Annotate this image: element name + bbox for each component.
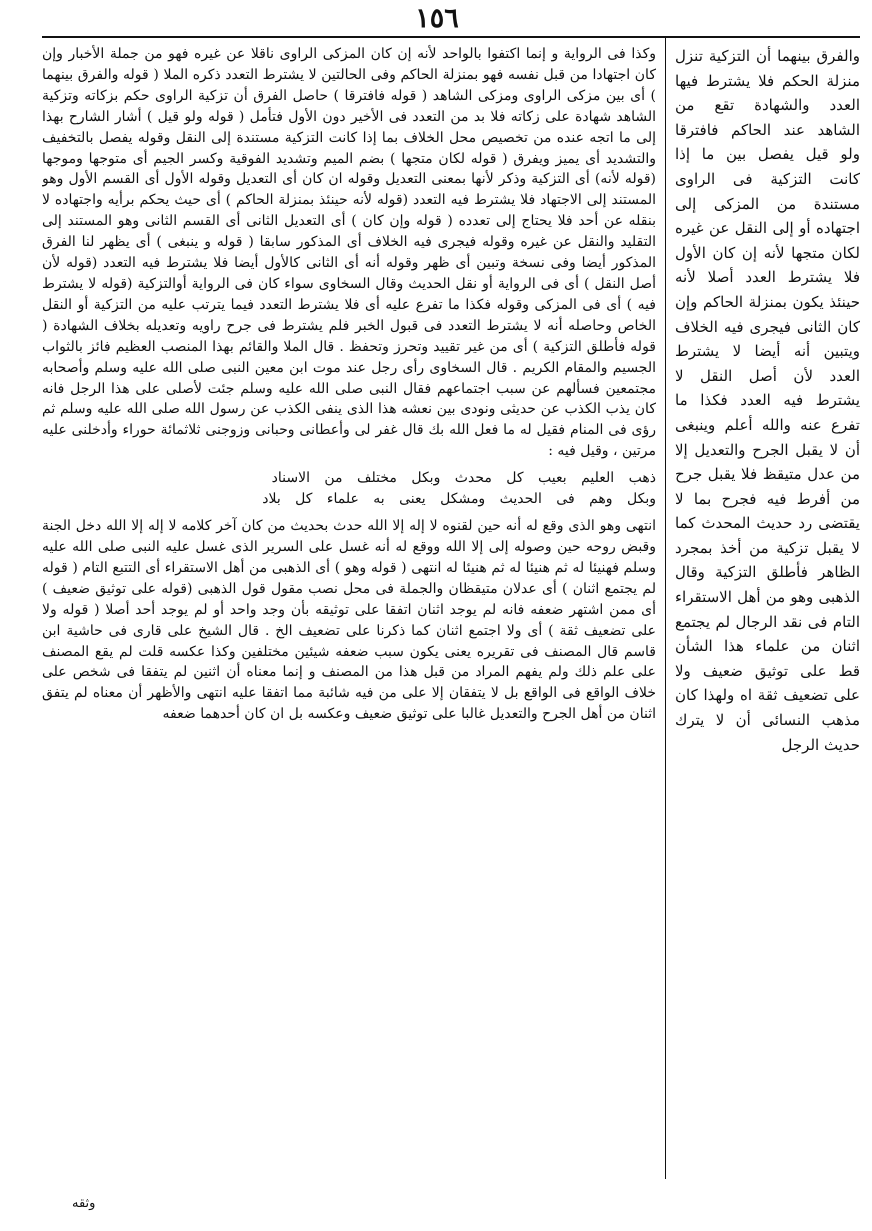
commentary-text-top: وكذا فى الرواية و إنما اكتفوا بالواحد لأنه إن كان المزكى الراوى ناقلا عن غيره فهو من جملة الأخبار وإن كان اجتهادا من قبل نفسه فهو بمنزلة الحاكم وفى الحالتين لا يشترط التعدد ذكره الملا ( قوله والفرق بينهما ) أى بين مزكى الراوى ومزكى الشاهد ( قوله فافترقا ) حاصل الفرق أن تزكية الراوى حكم بزكاته وتزكية الشاهد شهادة على زكاته فلا بد من التعدد فى الأخير دون الأول فتأمل ( قوله ولو قيل ) أشار الشارح بهذا إلى ما اتجه عنده من تخصيص محل الخلاف بما إذا كانت التزكية مستندة إلى النقل وقوله يفصل بالتخفيف والتشديد أى يميز ويفرق ( قوله لكان متجها ) بضم الميم وتشديد الفوقية وكسر الجيم أى متوجها وموجها (قوله لأنه) أى التزكية وذكر لأنها بمعنى التعديل وقوله ان كان أى التعديل وقوله الأول أى القسم الأول وهو المستند إلى الاجتهاد فلا يشترط فيه التعدد (قوله لأنه حينئذ بمنزلة الحاكم ) أى حيث يحكم برأيه واجتهاده لا بنقله عن أحد فلا يحتاج إلى تعدده ( قوله وإن كان ) أى التعديل الثانى أى القسم الثانى وهو المستند إلى التقليد والنقل عن غيره وقوله فيجرى فيه الخلاف أى المذكور سابقا ( قوله و ينبغى ) أى يظهر لنا الفرق المذكور أيضا وفى نسخة وتبين أى ظهر وقوله أنه أى الثانى كالأول أيضا فلا يشترط فيه التعدد (قوله لأن أصل النقل ) أى فى الرواية أو نقل الحديث وقال السخاوى سواء كان فى الرواية أوالتزكية (قوله لا يشترط فيه ) أى فى المزكى وقوله فكذا ما تفرع عليه أى فلا يشترط التعدد فيما يترتب عليه من التزكية أو النقل الخاص وحاصله أنه لا يشترط التعدد فى قبول الخبر فلم يشترط فى جرح راويه وتعديله بخلاف الشهادة ( قوله فأطلق التزكية ) أى من غير تقييد وتحرز وتحفظ . قال الملا والقائم بهذا المنصب العظيم فائز بالثواب الجسيم والمقام الكريم . قال السخاوى رأى رجل عند موت ابن معين النبى صلى الله عليه وسلم وأصحابه مجتمعين فسألهم عن سبب اجتماعهم فقال النبى صلى الله عليه وسلم جئت لأصلى على هذا الرجل فانه كان يذب الكذب عن حديثى ونودى بين نعشه هذا الذى ينفى الكذب عن رسول الله صلى الله عليه وسلم ثم رؤى فى المنام فقيل له ما فعل الله بك قال غفر لى وأعطانى وحبانى وزوجنى ثلاثمائة حوراء وأدخلنى عليه مرتين ، وقيل فيه : (42, 46, 656, 460)
base-text-column (675, 44, 860, 1184)
base-text: والفرق بينهما أن التزكية تنزل منزلة الحكم فلا يشترط فيها العدد والشهادة تقع من الشاهد عند الحاكم فافترقا ولو قيل يفصل بين ما إذا كانت التزكية فى الراوى مستندة من المزكى إلى اجتهاده أو إلى النقل عن غيره لكان متجها لأنه إن كان الأول فلا يشترط العدد أصلا لأنه حينئذ يكون بمنزلة الحاكم وإن كان الثانى فيجرى فيه الخلاف ويتبين أنه أيضا لا يشترط العدد لأن أصل النقل لا يشترط فيه العدد فكذا ما تفرع عنه والله أعلم وينبغى أن لا يقبل الجرح والتعديل إلا من عدل متيقظ فلا يقبل جرح من أفرط فيه فجرح بما لا يقتضى رد حديث المحدث كما لا يقبل تزكية من أخذ بمجرد الظاهر فأطلق التزكية وقال الذهبى وهو من أهل الاستقراء التام فى نقد الرجال لم يجتمع اثنان من علماء هذا الشأن قط على توثيق ضعيف ولا على تضعيف ثقة اه ولهذا كان مذهب النسائى أن لا يترك حديث الرجل (675, 47, 860, 754)
commentary-text-bottom: انتهى وهو الذى وقع له أنه حين لقنوه لا إله إلا الله حدث بحديث من كان آخر كلامه لا إله إلا الله دخل الجنة وقبض روحه حين وصوله إلى إلا الله ووقع له أنه غسل على السرير الذى غسل عليه النبى صلى الله عليه وسلم فهنيئا له ثم هنيئا له ثم هنيئا له انتهى ( قوله وهو ) أى الذهبى من أهل الاستقراء أى التتبع التام ( قوله لم يجتمع اثنان ) أى عدلان متيقظان والجملة فى محل نصب مقول قول الذهبى (قوله على توثيق ضعيف ) أى ممن اشتهر ضعفه فانه لم يوجد اثنان اتفقا على توثيقه بأن وجد واحد أو لم يوجد أحد أصلا ( قوله ولا على تضعيف ثقة ) أى ولا اجتمع اثنان كما ذكرنا على تضعيف الخ . قال الشيخ على قارى فى حاشية ابن قاسم قال المصنف فى تقريره يعنى يكون سبب ضعفه شيئين مختلفين وكذا عكسه قلت لم يقع المصنف على علم ذلك ولم يفهم المراد من قبل هذا من المصنف و إنما معناه أن اثنين لم يتفقا فى شخص على خلاف الواقع فى الواقع بل لا يتفقان إلا على من فيه شائبة مما اتفقا عليه انتهى والأظهر أن معناه لم يتفق اثنان من أهل الجرح والتعديل غالبا على توثيق ضعيف وعكسه بل ان كان أحدهما ضعفه (42, 518, 656, 723)
verse-block (42, 468, 656, 510)
page-number: ١٥٦ (415, 3, 459, 34)
catchword: وثقه (72, 1196, 96, 1211)
verse-line: ذهب العليم بعيب كل محدث وبكل مختلف من الاسناد (271, 470, 656, 487)
header-rule (42, 36, 860, 38)
verse-line: وبكل وهم فى الحديث ومشكل يعنى به علماء كل بلاد (262, 491, 656, 508)
commentary-column (42, 44, 656, 1184)
column-divider (665, 37, 666, 1179)
